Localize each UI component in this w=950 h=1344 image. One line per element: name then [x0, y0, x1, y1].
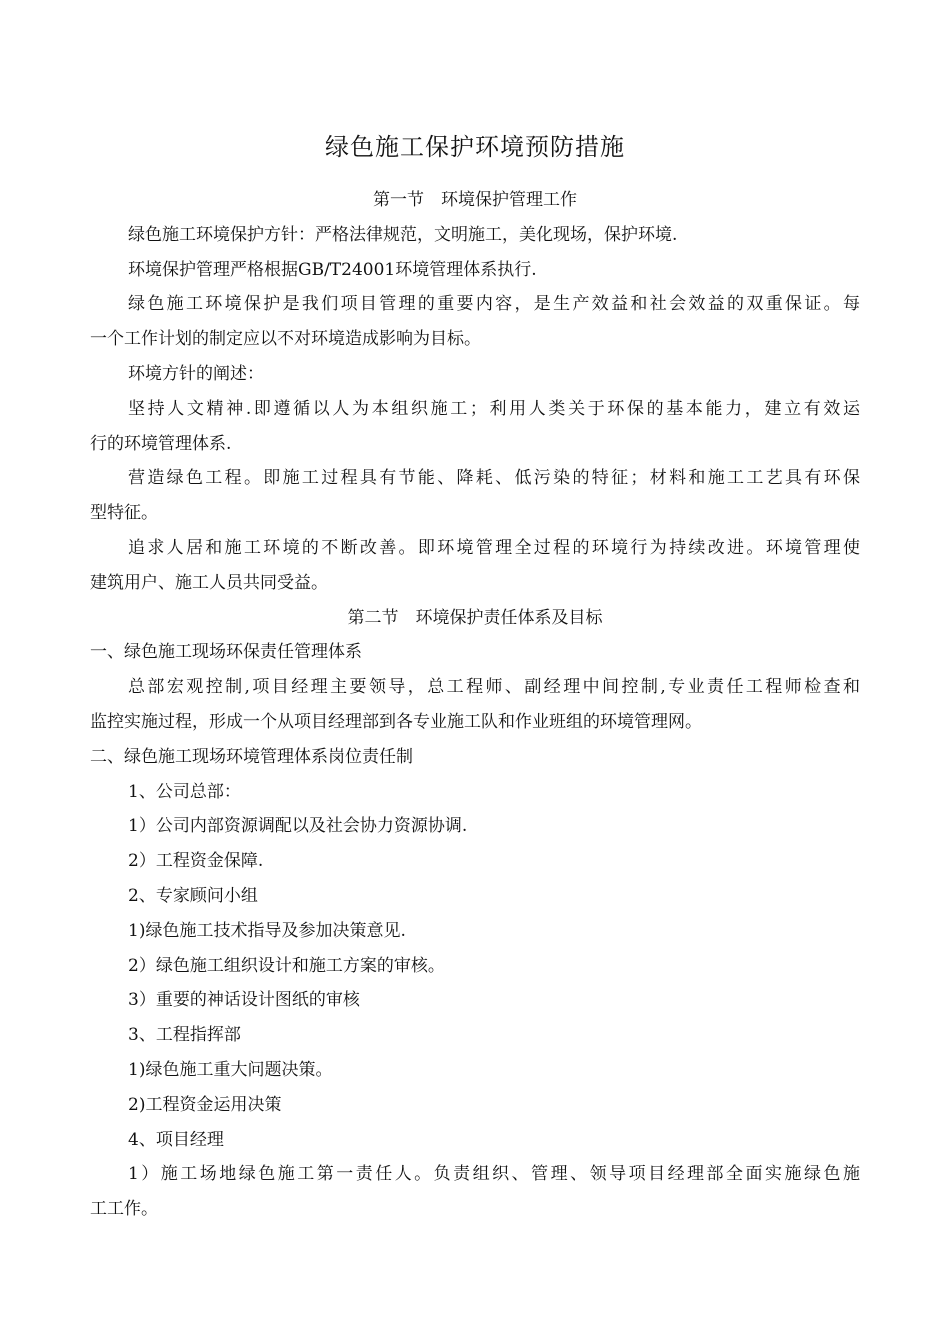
expert-item-1: 1)绿色施工技术指导及参加决策意见. [128, 920, 406, 941]
section1-heading: 第一节 环境保护管理工作 [373, 190, 577, 210]
paragraph-green-line1: 营造绿色工程。即施工过程具有节能、降耗、低污染的特征；材料和施工工艺具有环保 [128, 468, 860, 489]
document-body [90, 183, 860, 1227]
expert-title: 2、专家顾问小组 [128, 885, 258, 906]
pm-item-1-line2: 工工作。 [90, 1199, 158, 1220]
company-item-2: 2）工程资金保障. [128, 851, 264, 872]
expert-item-2: 2）绿色施工组织设计和施工方案的审核。 [128, 955, 445, 976]
section2-heading: 第二节 环境保护责任体系及目标 [347, 607, 603, 628]
part1-title: 一、绿色施工现场环保责任管理体系 [90, 642, 362, 663]
command-item-1: 1)绿色施工重大问题决策。 [128, 1059, 333, 1080]
paragraph-humanism-line2: 行的环境管理体系. [90, 433, 232, 454]
expert-item-3: 3）重要的神话设计图纸的审核 [128, 990, 360, 1011]
command-item-2: 2)工程资金运用决策 [128, 1094, 282, 1115]
paragraph-part1-line2: 监控实施过程，形成一个从项目经理部到各专业施工队和作业班组的环境管理网。 [90, 711, 702, 732]
paragraph-humanism-line1: 坚持人文精神.即遵循以人为本组织施工；利用人类关于环保的基本能力，建立有效运 [128, 398, 860, 419]
paragraph-improve-line2: 建筑用户、施工人员共同受益。 [90, 572, 328, 593]
paragraph-green-line2: 型特征。 [90, 503, 158, 524]
command-title: 3、工程指挥部 [128, 1025, 241, 1046]
paragraph-importance-line2: 一个工作计划的制定应以不对环境造成影响为目标。 [90, 329, 481, 350]
company-title: 1、公司总部： [128, 781, 241, 802]
company-item-1: 1）公司内部资源调配以及社会协力资源协调. [128, 816, 468, 837]
paragraph-policy: 绿色施工环境保护方针：严格法律规范，文明施工，美化现场，保护环境. [128, 224, 678, 245]
document-title: 绿色施工保护环境预防措施 [325, 133, 625, 161]
pm-title: 4、项目经理 [128, 1129, 224, 1150]
paragraph-policy-explain: 环境方针的阐述： [128, 363, 264, 384]
paragraph-importance-line1: 绿色施工环境保护是我们项目管理的重要内容，是生产效益和社会效益的双重保证。每 [128, 294, 860, 315]
part2-title: 二、绿色施工现场环境管理体系岗位责任制 [90, 746, 413, 767]
paragraph-improve-line1: 追求人居和施工环境的不断改善。即环境管理全过程的环境行为持续改进。环境管理使 [128, 537, 860, 558]
paragraph-part1-line1: 总部宏观控制,项目经理主要领导，总工程师、副经理中间控制,专业责任工程师检查和 [128, 677, 860, 698]
paragraph-standard: 环境保护管理严格根据GB/T24001环境管理体系执行. [128, 259, 537, 280]
pm-item-1-line1: 1）施工场地绿色施工第一责任人。负责组织、管理、领导项目经理部全面实施绿色施 [128, 1164, 860, 1185]
